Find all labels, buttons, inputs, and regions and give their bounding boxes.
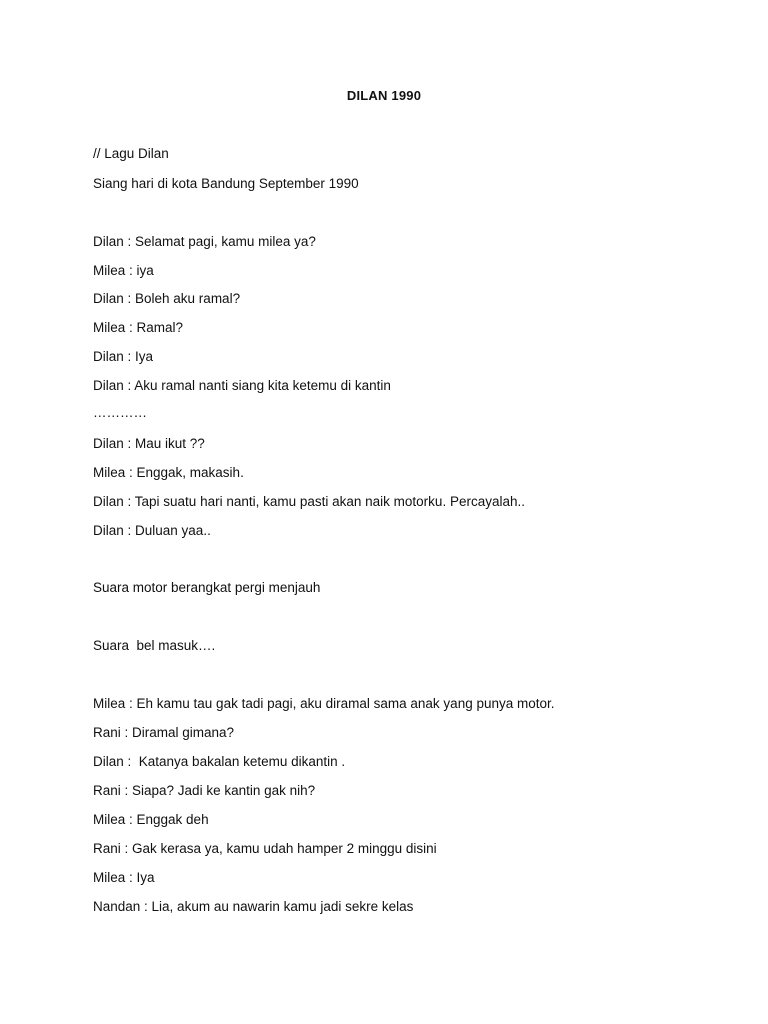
script-line: Suara motor berangkat pergi menjauh xyxy=(93,580,321,595)
script-line: Milea : Ramal? xyxy=(93,320,184,335)
script-line: Dilan : Aku ramal nanti siang kita ketemu di kantin xyxy=(93,378,391,393)
script-line: Milea : Eh kamu tau gak tadi pagi, aku diramal sama anak yang punya motor. xyxy=(93,696,555,711)
script-line: Dilan : Duluan yaa.. xyxy=(93,523,211,538)
script-line: Milea : Iya xyxy=(93,870,155,885)
script-line: // Lagu Dilan xyxy=(93,146,169,161)
script-line: ………… xyxy=(93,405,147,420)
script-line: Suara bel masuk…. xyxy=(93,638,216,653)
script-line: Milea : Enggak deh xyxy=(93,812,209,827)
script-line: Dilan : Boleh aku ramal? xyxy=(93,291,241,306)
script-line: Rani : Diramal gimana? xyxy=(93,725,235,740)
script-line: Siang hari di kota Bandung September 1990 xyxy=(93,176,359,191)
script-line: Milea : iya xyxy=(93,263,154,278)
script-line: Rani : Siapa? Jadi ke kantin gak nih? xyxy=(93,783,316,798)
script-line: Dilan : Selamat pagi, kamu milea ya? xyxy=(93,234,316,249)
script-line: Dilan : Tapi suatu hari nanti, kamu pasti akan naik motorku. Percayalah.. xyxy=(93,494,525,509)
script-line: Dilan : Katanya bakalan ketemu dikantin . xyxy=(93,754,346,769)
script-line: Rani : Gak kerasa ya, kamu udah hamper 2 minggu disini xyxy=(93,841,437,856)
document-title: DILAN 1990 xyxy=(346,88,422,103)
script-line: Milea : Enggak, makasih. xyxy=(93,465,244,480)
script-line: Nandan : Lia, akum au nawarin kamu jadi sekre kelas xyxy=(93,899,414,914)
script-line: Dilan : Mau ikut ?? xyxy=(93,436,205,451)
script-line: Dilan : Iya xyxy=(93,349,154,364)
